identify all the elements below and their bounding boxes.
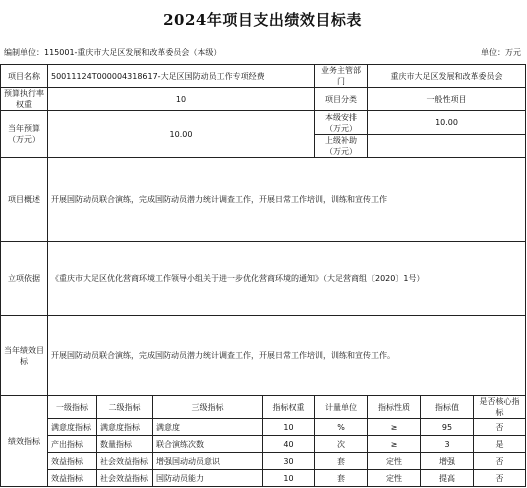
indicator-header-unit: 计量单位	[315, 396, 368, 419]
indicator-value: 3	[421, 436, 474, 453]
indicator-weight: 10	[263, 470, 315, 487]
indicator-level2: 社会效益指标	[97, 470, 153, 487]
project-overview-text: 开展国防动员联合演练，完成国防动员潜力统计调查工作，开展日常工作培训，训练和宣传工作	[48, 158, 526, 242]
target-table	[0, 64, 526, 487]
compiling-unit-label: 编制单位：	[4, 48, 44, 57]
basis-label: 立项依据	[1, 242, 48, 316]
weight-row	[1, 88, 526, 111]
indicator-level1: 效益指标	[48, 470, 97, 487]
local-allocation-value: 10.00	[368, 111, 526, 135]
overview-row	[1, 158, 526, 242]
indicator-nature: 定性	[368, 470, 421, 487]
annual-budget-label: 当年预算（万元）	[1, 111, 48, 158]
indicator-unit: %	[315, 419, 368, 436]
currency-unit: 单位：万元	[481, 48, 521, 57]
indicator-core: 否	[474, 470, 526, 487]
indicator-row	[1, 419, 526, 436]
local-allocation-label: 本级安排（万元）	[315, 111, 368, 135]
indicator-core: 是	[474, 436, 526, 453]
compiling-unit	[4, 44, 221, 62]
indicator-core: 否	[474, 419, 526, 436]
upper-subsidy-label: 上级补助（万元）	[315, 135, 368, 158]
indicator-row	[1, 436, 526, 453]
indicator-value: 增强	[421, 453, 474, 470]
basis-row	[1, 242, 526, 316]
supervising-dept-label: 业务主管部门	[315, 65, 368, 88]
indicator-level1: 产出指标	[48, 436, 97, 453]
indicator-unit: 套	[315, 470, 368, 487]
compiling-unit-value: 115001-重庆市大足区发展和改革委员会（本级）	[44, 48, 222, 57]
indicator-core: 否	[474, 453, 526, 470]
indicator-header-value: 指标值	[421, 396, 474, 419]
indicator-level3: 增强国动动员意识	[153, 453, 263, 470]
indicator-weight: 30	[263, 453, 315, 470]
annual-budget-value: 10.00	[48, 111, 315, 158]
indicator-level3: 国防动员能力	[153, 470, 263, 487]
execution-weight-value: 10	[48, 88, 315, 111]
indicator-unit: 套	[315, 453, 368, 470]
indicator-level1: 满意度指标	[48, 419, 97, 436]
indicator-level3: 满意度	[153, 419, 263, 436]
indicator-level2: 满意度指标	[97, 419, 153, 436]
indicator-row	[1, 453, 526, 470]
annual-goal-label: 当年绩效目标	[1, 316, 48, 396]
indicator-header-core: 是否核心指标	[474, 396, 526, 419]
indicator-nature: ≥	[368, 436, 421, 453]
indicator-weight: 40	[263, 436, 315, 453]
indicator-nature: ≥	[368, 419, 421, 436]
indicator-level1: 效益指标	[48, 453, 97, 470]
project-category-label: 项目分类	[315, 88, 368, 111]
project-name-label: 项目名称	[1, 65, 48, 88]
indicator-level3: 联合演练次数	[153, 436, 263, 453]
indicator-header-level3: 三级指标	[153, 396, 263, 419]
project-name-value: 50011124T000004318617-大足区国防动员工作专项经费	[48, 65, 315, 88]
indicator-header-weight: 指标权重	[263, 396, 315, 419]
page-title: 2024年项目支出绩效目标表	[163, 11, 362, 29]
indicators-label: 绩效指标	[1, 396, 48, 487]
indicator-unit: 次	[315, 436, 368, 453]
indicator-level2: 社会效益指标	[97, 453, 153, 470]
supervising-dept-value: 重庆市大足区发展和改革委员会	[368, 65, 526, 88]
project-category-value: 一般性项目	[368, 88, 526, 111]
execution-weight-label: 预算执行率权重	[1, 88, 48, 111]
indicator-nature: 定性	[368, 453, 421, 470]
indicator-weight: 10	[263, 419, 315, 436]
indicator-header-level2: 二级指标	[97, 396, 153, 419]
project-row	[1, 65, 526, 88]
annual-goal-row	[1, 316, 526, 396]
indicator-value: 95	[421, 419, 474, 436]
indicator-level2: 数量指标	[97, 436, 153, 453]
annual-goal-text: 开展国防动员联合演练，完成国防动员潜力统计调查工作，开展日常工作培训，训练和宣传工作。	[48, 316, 526, 396]
upper-subsidy-value	[368, 135, 526, 158]
indicator-header-nature: 指标性质	[368, 396, 421, 419]
indicator-value: 提高	[421, 470, 474, 487]
indicator-header-row	[1, 396, 526, 419]
indicator-row	[1, 470, 526, 487]
basis-text: 《重庆市大足区优化营商环境工作领导小组关于进一步优化营商环境的通知》（大足营商组〔2020〕1号）	[48, 242, 526, 316]
indicator-header-level1: 一级指标	[48, 396, 97, 419]
budget-row-1	[1, 111, 526, 135]
project-overview-label: 项目概述	[1, 158, 48, 242]
